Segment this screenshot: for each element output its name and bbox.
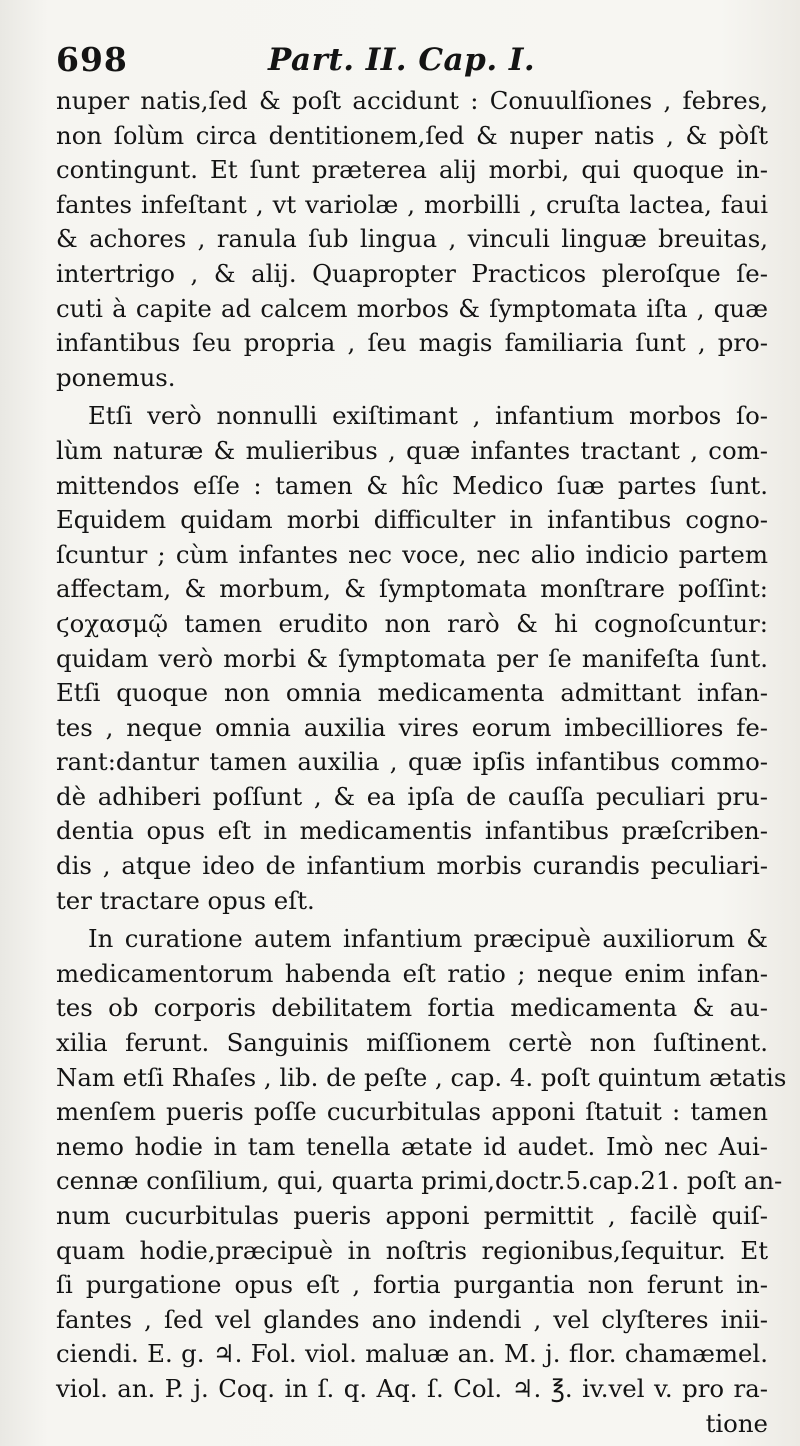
text-line: intertrigo , & alij. Quapropter Practicos pleroſque ſe- bbox=[56, 258, 768, 288]
text-line: lùm naturæ & mulieribus , quæ infantes tractant , com- bbox=[56, 435, 768, 465]
text-line: rant:dantur tamen auxilia , quæ ipſis infantibus commo- bbox=[56, 747, 768, 777]
text-line: cennæ conſilium, qui, quarta primi,doctr.5.cap.21. poſt an- bbox=[56, 1166, 783, 1196]
text-line: Nam etſi Rhaſes , lib. de peſte , cap. 4. poſt quintum ætatis bbox=[56, 1062, 787, 1092]
running-head: Part. II. Cap. I. bbox=[268, 42, 536, 78]
text-line: ponemus. bbox=[56, 362, 176, 392]
text-line: mittendos eſſe : tamen & hîc Medico ſuæ partes ſunt. bbox=[56, 470, 768, 500]
text-line: ciendi. E. g. ♃. Fol. viol. maluæ an. M. j. flor. chamæmel. bbox=[56, 1339, 768, 1369]
paragraph-1 bbox=[56, 84, 768, 395]
text-line: tes ob corporis debilitatem fortia medicamenta & au- bbox=[56, 993, 768, 1023]
text-line: tes , neque omnia auxilia vires eorum imbecilliores fe- bbox=[56, 712, 768, 742]
text-line: nemo hodie in tam tenella ætate id audet. Imò nec Aui- bbox=[56, 1131, 768, 1161]
text-line: fantes , ſed vel glandes ano indendi , vel clyſteres inii- bbox=[56, 1304, 768, 1334]
text-line: non ſolùm circa dentitionem,ſed & nuper natis , & pòſt bbox=[56, 120, 768, 150]
text-line: dè adhiberi poſſunt , & ea ipſa de cauſſa peculiari pru- bbox=[56, 781, 768, 811]
text-line: Etſi verò nonnulli exiſtimant , infantium morbos ſo- bbox=[88, 401, 768, 431]
page-number: 698 bbox=[56, 40, 128, 79]
text-line: xilia ferunt. Sanguinis miſſionem certè non ſuſtinent. bbox=[56, 1028, 768, 1058]
text-line: ter tractare opus eſt. bbox=[56, 885, 315, 915]
text-line: affectam, & morbum, & ſymptomata monſtrare poſſint: bbox=[56, 574, 768, 604]
text-line: ſcuntur ; cùm infantes nec voce, nec alio indicio partem bbox=[56, 539, 768, 569]
text-line: quam hodie,præcipuè in noſtris regionibus,ſequitur. Et bbox=[56, 1235, 768, 1265]
text-line: infantibus ſeu propria , ſeu magis familiaria ſunt , pro- bbox=[56, 328, 768, 358]
text-line: ſi purgatione opus eſt , fortia purgantia non ferunt in- bbox=[56, 1270, 768, 1300]
text-line: medicamentorum habenda eſt ratio ; neque enim infan- bbox=[56, 958, 768, 988]
paragraph-3 bbox=[56, 922, 787, 1441]
text-line: viol. an. P. j. Coq. in ſ. q. Aq. ſ. Col. ♃. ℥. iv.vel v. pro ra- bbox=[56, 1373, 768, 1403]
text-line: dentia opus eſt in medicamentis infantibus præſcriben- bbox=[56, 816, 768, 846]
text-line: cuti à capite ad calcem morbos & ſymptomata iſta , quæ bbox=[56, 293, 768, 323]
page-header bbox=[56, 40, 756, 80]
text-line: contingunt. Et ſunt præterea alij morbi, qui quoque in- bbox=[56, 155, 768, 185]
text-line: & achores , ranula ſub lingua , vinculi linguæ breuitas, bbox=[56, 224, 768, 254]
text-line: menſem pueris poſſe cucurbitulas apponi ſtatuit : tamen bbox=[56, 1097, 768, 1127]
paragraph-2 bbox=[56, 399, 768, 918]
text-line: tione bbox=[705, 1408, 768, 1438]
text-line: num cucurbitulas pueris apponi permittit , facilè quiſ- bbox=[56, 1201, 768, 1230]
text-line: nuper natis,ſed & poſt accidunt : Conuulſiones , febres, bbox=[56, 86, 768, 115]
body-text bbox=[56, 84, 787, 1441]
text-line: Equidem quidam morbi difficulter in infantibus cogno- bbox=[56, 505, 768, 535]
text-line: Etſi quoque non omnia medicamenta admittant infan- bbox=[56, 678, 768, 708]
text-line: ϛοχασμῷ tamen erudito non rarò & hi cognoſcuntur: bbox=[56, 608, 768, 638]
text-line: In curatione autem infantium præcipuè auxiliorum & bbox=[88, 924, 768, 954]
text-line: fantes infeſtant , vt variolæ , morbilli , cruſta lactea, faui bbox=[56, 189, 768, 219]
text-line: dis , atque ideo de infantium morbis curandis peculiari- bbox=[56, 851, 768, 881]
text-line: quidam verò morbi & ſymptomata per ſe manifeſta ſunt. bbox=[56, 643, 768, 673]
